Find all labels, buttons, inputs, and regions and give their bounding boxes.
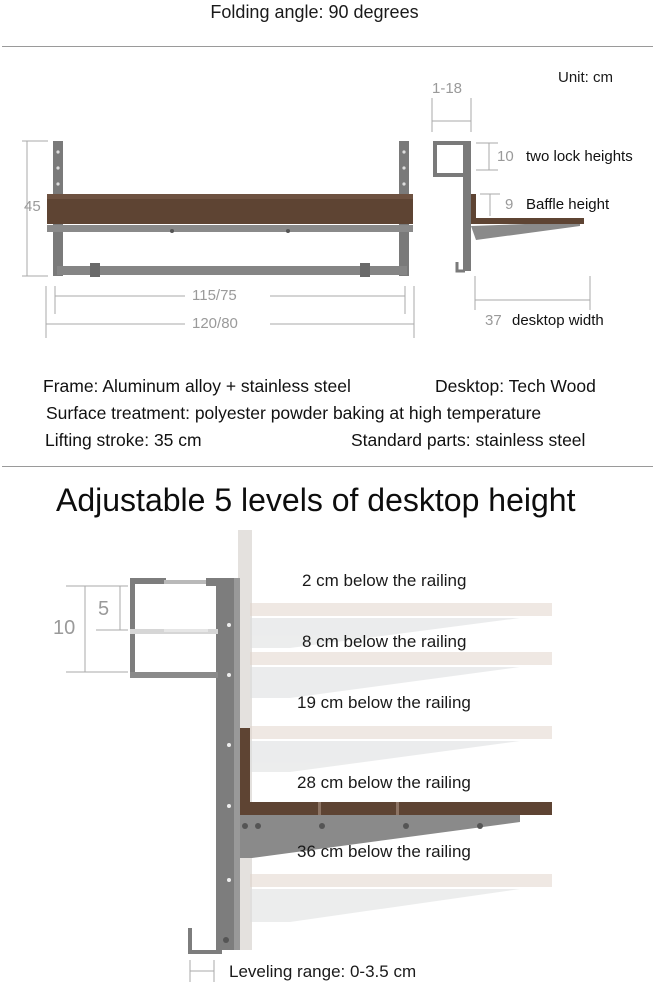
level-label-5: 36 cm below the railing [297, 842, 471, 861]
faded-level-3 [250, 726, 552, 772]
width-label: desktop width [512, 312, 604, 329]
faded-level-5 [250, 874, 552, 922]
dim-10: 10 [53, 617, 76, 639]
width-dim: 37 [485, 312, 502, 329]
leveling-range-label: Leveling range: 0-3.5 cm [229, 962, 417, 981]
lock-label: two lock heights [526, 148, 633, 165]
level-label-4: 28 cm below the railing [297, 773, 471, 792]
hook-dim: 1-18 [432, 80, 463, 97]
dim-5: 5 [98, 598, 110, 620]
faded-level-2 [250, 652, 552, 698]
spec-stroke: Lifting stroke: 35 cm [45, 430, 202, 450]
unit-label: Unit: cm [558, 69, 614, 86]
lock-dim: 10 [497, 148, 514, 165]
spec-parts: Standard parts: stainless steel [351, 430, 586, 450]
level-label-2: 8 cm below the railing [302, 632, 467, 651]
spec-frame: Frame: Aluminum alloy + stainless steel [43, 376, 351, 396]
front-outer-width-dim: 120/80 [192, 315, 238, 332]
folding-angle-label: Folding angle: 90 degrees [210, 2, 419, 22]
baffle-dim: 9 [505, 196, 514, 213]
level-label-1: 2 cm below the railing [302, 571, 467, 590]
spec-surface: Surface treatment: polyester powder baking at high temperature [46, 403, 542, 423]
front-inner-width-dim: 115/75 [192, 287, 237, 304]
spec-desktop: Desktop: Tech Wood [435, 376, 596, 396]
level-label-3: 19 cm below the railing [297, 693, 471, 712]
levels-title: Adjustable 5 levels of desktop height [56, 482, 576, 518]
baffle-label: Baffle height [526, 196, 610, 213]
front-height-dim: 45 [24, 198, 41, 215]
